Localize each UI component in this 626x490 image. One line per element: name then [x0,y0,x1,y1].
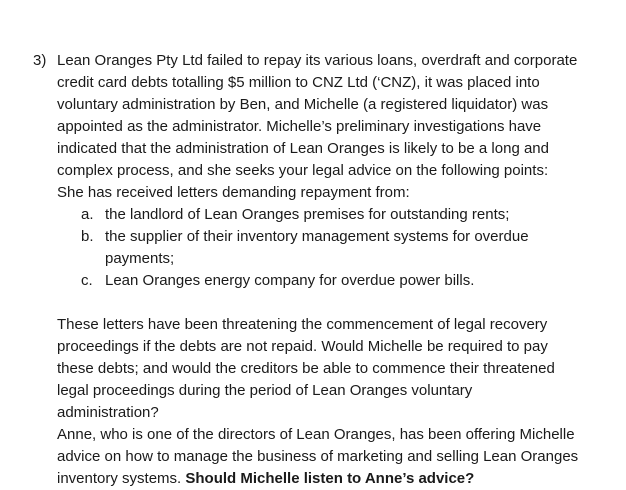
list-item-text: the supplier of their inventory management systems for overdue [105,228,529,245]
question-body [57,50,617,490]
list-item-text: the landlord of Lean Oranges premises for outstanding rents; [105,206,510,223]
list-marker: b. [81,228,94,245]
text-line: advice on how to manage the business of marketing and selling Lean Oranges [57,448,579,465]
threat-paragraph [57,314,617,424]
paragraph-spacer [57,292,617,314]
text-line: complex process, and she seeks your legal advice on the following points: [57,162,549,179]
text-line: indicated that the administration of Lean Oranges is likely to be a long and [57,140,549,157]
list-item [57,204,617,226]
text-line: proceedings if the debts are not repaid. Would Michelle be required to pay [57,338,548,355]
list-marker: c. [81,272,93,289]
text-line: administration? [57,404,159,421]
text-line [57,468,617,490]
question-number: 3) [33,52,47,69]
director-advice-paragraph [57,424,617,490]
text-line: credit card debts totalling $5 million to CNZ Ltd (‘CNZ), it was placed into [57,74,540,91]
text-line: these debts; and would the creditors be able to commence their threatened [57,360,555,377]
key-question: Should Michelle listen to Anne’s advice? [185,470,475,487]
text-span: inventory systems. [57,470,186,487]
text-line: legal proceedings during the period of Lean Oranges voluntary [57,382,473,399]
creditor-list [57,204,617,292]
text-line: Anne, who is one of the directors of Lean Oranges, has been offering Michelle [57,426,575,443]
text-line: Lean Oranges Pty Ltd failed to repay its various loans, overdraft and corporate [57,52,578,69]
list-item [57,270,617,292]
intro-paragraph [57,50,617,204]
text-line: appointed as the administrator. Michelle’s preliminary investigations have [57,118,542,135]
list-item-text: payments; [105,250,175,267]
text-line: These letters have been threatening the commencement of legal recovery [57,316,548,333]
list-item [57,226,617,270]
list-marker: a. [81,206,94,223]
text-line: She has received letters demanding repayment from: [57,184,410,201]
list-item-text: Lean Oranges energy company for overdue power bills. [105,272,475,289]
text-line: voluntary administration by Ben, and Michelle (a registered liquidator) was [57,96,549,113]
